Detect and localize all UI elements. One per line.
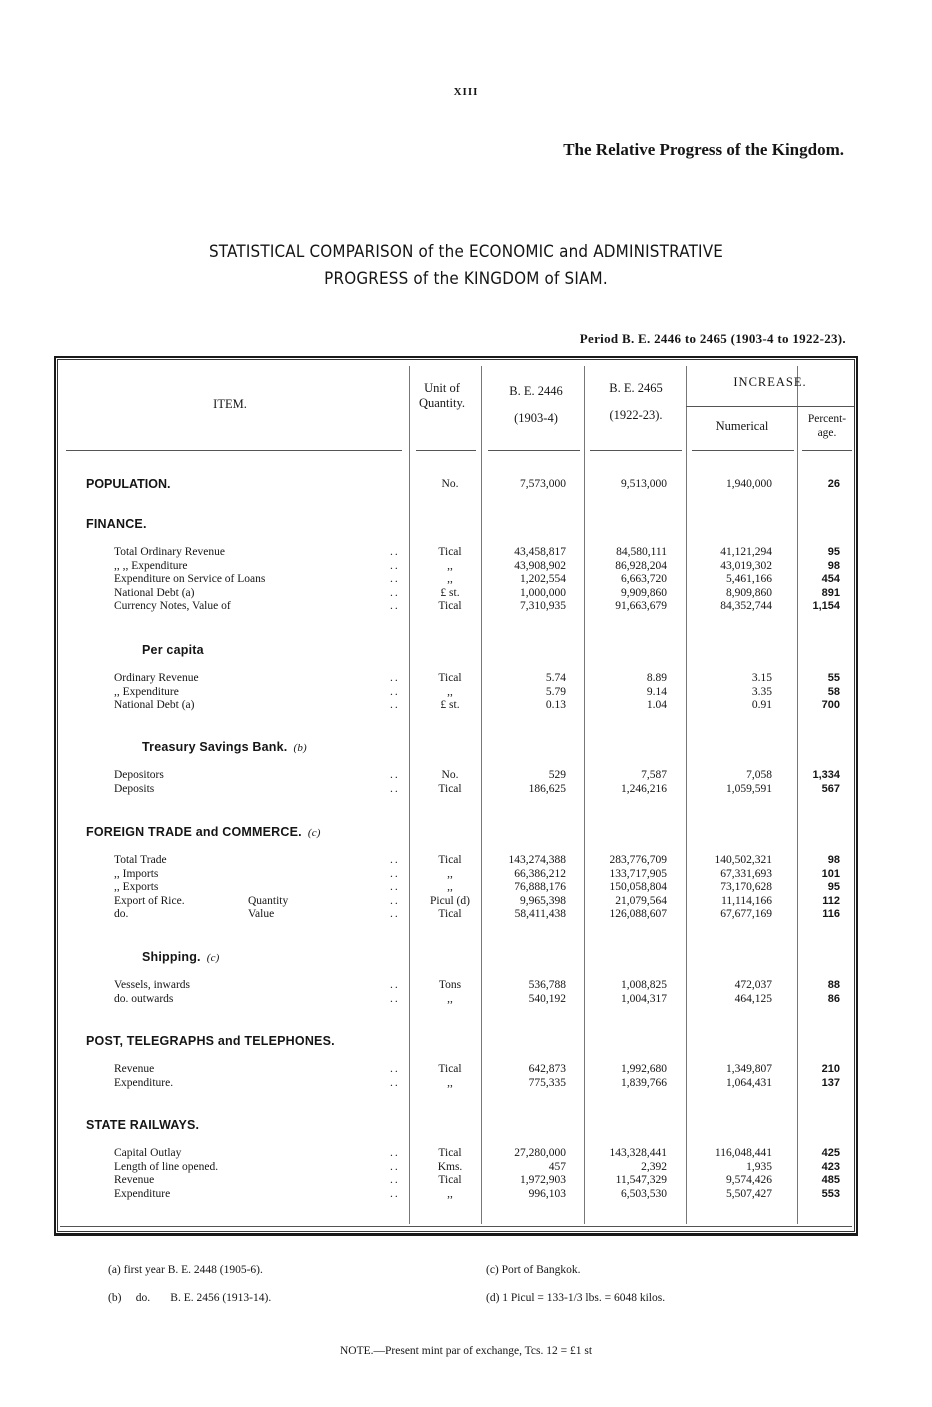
row-increase-percentage: 95: [827, 546, 840, 558]
row-sublabel: Quantity: [248, 894, 289, 907]
row-be2465: 86,928,204: [615, 559, 667, 572]
row-sublabel: Value: [248, 908, 275, 921]
row-increase-numerical: 464,125: [734, 992, 772, 1005]
row-be2465: 8.89: [646, 672, 667, 684]
table-row: [0, 1063, 932, 1077]
row-unit: £ st.: [440, 586, 460, 599]
row-be2446: 1,202,554: [520, 573, 566, 586]
row-unit: ,,: [447, 1076, 453, 1089]
row-increase-percentage: 210: [821, 1063, 840, 1075]
leader-dots: ..: [390, 881, 400, 894]
row-increase-numerical: 84,352,744: [720, 600, 772, 613]
header-be2446-year: (1903-4): [514, 411, 558, 425]
row-unit: ,,: [447, 992, 453, 1005]
shipping-note: (c): [206, 952, 220, 964]
section-shipping: [142, 950, 220, 964]
numerical-header-rule: [692, 450, 794, 451]
section-trade: [86, 825, 321, 839]
row-be2446: 996,103: [528, 1187, 566, 1200]
row-be2446: 457: [548, 1160, 566, 1173]
row-increase-numerical: 1,349,807: [726, 1063, 772, 1075]
row-be2465: 9,909,860: [621, 586, 667, 599]
leader-dots: ..: [390, 782, 400, 795]
row-increase-numerical: 9,574,426: [726, 1174, 772, 1187]
row-label: do.: [114, 908, 129, 921]
row-be2465: 2,392: [641, 1160, 667, 1173]
table-row: [0, 573, 932, 587]
row-unit: Tical: [438, 1063, 462, 1075]
row-increase-percentage: 485: [821, 1174, 840, 1187]
row-label: do. outwards: [114, 992, 174, 1005]
title-line-1: STATISTICAL COMPARISON of the ECONOMIC and ADMINISTRATIVE: [208, 242, 724, 261]
row-label: Vessels, inwards: [114, 979, 191, 991]
row-be2446: 5.79: [545, 685, 566, 698]
row-increase-numerical: 1,059,591: [726, 782, 772, 795]
row-unit: Kms.: [437, 1160, 463, 1173]
table-row: [0, 1188, 932, 1202]
row-be2446: 58,411,438: [514, 908, 566, 921]
row-be2465: 1,992,680: [621, 1063, 667, 1075]
table-row: [0, 769, 932, 783]
header-be2446: [486, 384, 586, 426]
section-savings: [142, 740, 307, 754]
increase-header-rule: [686, 406, 854, 407]
row-increase-percentage: 112: [822, 894, 840, 907]
row-unit: ,,: [447, 867, 453, 880]
row-label: ,, Exports: [114, 881, 159, 894]
row-be2446: 143,274,388: [508, 854, 566, 866]
row-be2465: 1,246,216: [621, 782, 667, 795]
row-unit: Picul (d): [430, 894, 470, 907]
b2465-header-rule: [590, 450, 682, 451]
row-be2465: 283,776,709: [609, 854, 667, 866]
table-row: [0, 783, 932, 797]
population-increase: 1,940,000: [726, 478, 772, 490]
header-unit: Unit of Quantity.: [418, 381, 466, 410]
leader-dots: ..: [390, 672, 400, 684]
row-increase-percentage: 1,334: [812, 769, 840, 781]
section-railways: STATE RAILWAYS.: [86, 1118, 200, 1132]
row-label: ,, Imports: [114, 867, 159, 880]
row-be2446: 186,625: [528, 782, 566, 795]
row-be2446: 7,310,935: [520, 600, 566, 613]
row-label: Expenditure: [114, 1187, 171, 1200]
population-be2465: 9,513,000: [621, 478, 667, 490]
row-increase-percentage: 98: [827, 559, 840, 572]
table-row: [0, 881, 932, 895]
header-percentage: Percent-age.: [807, 413, 847, 439]
row-unit: Tical: [438, 782, 462, 795]
row-be2446: 540,192: [528, 992, 566, 1005]
leader-dots: ..: [390, 854, 400, 866]
row-label: Expenditure.: [114, 1076, 174, 1089]
row-label: Deposits: [114, 782, 155, 795]
row-label: Length of line opened.: [114, 1160, 219, 1173]
row-unit: No.: [441, 769, 459, 781]
table-row: [0, 868, 932, 882]
leader-dots: ..: [390, 600, 400, 613]
leader-dots: ..: [390, 586, 400, 599]
row-increase-percentage: 98: [827, 854, 840, 866]
row-be2465: 1,839,766: [621, 1076, 667, 1089]
row-unit: Tical: [438, 854, 462, 866]
table-row: [0, 587, 932, 601]
row-label: Currency Notes, Value of: [114, 600, 231, 613]
b2446-header-rule: [488, 450, 580, 451]
header-increase: INCREASE.: [733, 375, 807, 389]
row-label: National Debt (a): [114, 586, 195, 599]
footnote-d: (d) 1 Picul = 133-1/3 lbs. = 6048 kilos.: [486, 1292, 666, 1304]
section-per-capita: Per capita: [142, 643, 204, 657]
row-be2465: 126,088,607: [609, 908, 667, 921]
section-finance: FINANCE.: [86, 517, 147, 531]
exchange-note: NOTE.—Present mint par of exchange, Tcs. 12 = £1 st: [339, 1345, 593, 1357]
savings-note: (b): [293, 742, 307, 754]
title-line-2: PROGRESS of the KINGDOM of SIAM.: [324, 269, 608, 288]
savings-title: Treasury Savings Bank.: [142, 740, 288, 754]
leader-dots: ..: [390, 699, 400, 712]
row-increase-numerical: 5,507,427: [726, 1187, 772, 1200]
row-be2465: 1.04: [646, 699, 667, 712]
row-be2446: 775,335: [528, 1076, 566, 1089]
row-label: Capital Outlay: [114, 1147, 182, 1159]
row-be2446: 5.74: [545, 672, 566, 684]
row-increase-percentage: 423: [821, 1160, 840, 1173]
leader-dots: ..: [390, 546, 400, 558]
row-unit: ,,: [447, 1187, 453, 1200]
row-be2465: 6,663,720: [621, 573, 667, 586]
table-row: [0, 672, 932, 686]
row-be2446: 66,386,212: [514, 867, 566, 880]
table-row: [0, 546, 932, 560]
table-row: [0, 979, 932, 993]
row-label: Revenue: [114, 1063, 155, 1075]
row-unit: ,,: [447, 881, 453, 894]
leader-dots: ..: [390, 992, 400, 1005]
row-increase-numerical: 8,909,860: [726, 586, 772, 599]
leader-dots: ..: [390, 1147, 400, 1159]
row-be2465: 133,717,905: [609, 867, 667, 880]
row-label: Total Ordinary Revenue: [114, 546, 225, 558]
row-label: Revenue: [114, 1174, 155, 1187]
percentage-header-rule: [802, 450, 852, 451]
population-percentage: 26: [827, 478, 840, 490]
leader-dots: ..: [390, 908, 400, 921]
header-be2446-label: B. E. 2446: [509, 384, 563, 398]
leader-dots: ..: [390, 1187, 400, 1200]
row-increase-numerical: 7,058: [746, 769, 772, 781]
row-increase-numerical: 472,037: [734, 979, 772, 991]
row-label: Export of Rice.: [114, 894, 185, 907]
row-increase-percentage: 553: [821, 1187, 840, 1200]
row-be2465: 91,663,679: [615, 600, 667, 613]
leader-dots: ..: [390, 769, 400, 781]
row-be2465: 1,008,825: [621, 979, 667, 991]
leader-dots: ..: [390, 979, 400, 991]
row-unit: Tical: [438, 546, 462, 558]
footnote-a: (a) first year B. E. 2448 (1905-6).: [108, 1264, 263, 1276]
table-row: [0, 854, 932, 868]
row-be2446: 642,873: [528, 1063, 566, 1075]
row-unit: Tical: [438, 908, 462, 921]
leader-dots: ..: [390, 559, 400, 572]
row-unit: £ st.: [440, 699, 460, 712]
row-be2446: 43,458,817: [514, 546, 566, 558]
row-increase-numerical: 67,677,169: [720, 908, 772, 921]
document-title: [37, 238, 894, 292]
leader-dots: ..: [390, 1063, 400, 1075]
header-item: ITEM.: [213, 397, 247, 411]
row-be2446: 529: [548, 769, 566, 781]
table-row: [0, 686, 932, 700]
row-be2446: 0.13: [545, 699, 566, 712]
row-be2465: 11,547,329: [615, 1174, 667, 1187]
row-be2446: 9,965,398: [520, 894, 566, 907]
row-be2465: 1,004,317: [621, 992, 667, 1005]
trade-note: (c): [307, 827, 321, 839]
row-label: Total Trade: [114, 854, 167, 866]
row-be2465: 143,328,441: [609, 1147, 667, 1159]
header-numerical: Numerical: [715, 419, 769, 433]
row-increase-percentage: 454: [821, 573, 840, 586]
page-number: XIII: [453, 86, 479, 98]
table-row: [0, 1161, 932, 1175]
row-increase-numerical: 1,935: [746, 1160, 772, 1173]
row-increase-numerical: 116,048,441: [714, 1147, 772, 1159]
leader-dots: ..: [390, 1160, 400, 1173]
row-increase-percentage: 55: [827, 672, 840, 684]
table-row: [0, 1147, 932, 1161]
row-label: ,, ,, Expenditure: [114, 559, 188, 572]
row-increase-numerical: 41,121,294: [720, 546, 772, 558]
unit-header-rule: [416, 450, 476, 451]
leader-dots: ..: [390, 1076, 400, 1089]
row-unit: Tical: [438, 672, 462, 684]
row-be2446: 27,280,000: [514, 1147, 566, 1159]
row-increase-percentage: 95: [827, 881, 840, 894]
row-be2465: 84,580,111: [616, 546, 667, 558]
row-unit: ,,: [447, 559, 453, 572]
table-row: [0, 560, 932, 574]
row-increase-percentage: 86: [827, 992, 840, 1005]
leader-dots: ..: [390, 867, 400, 880]
period-caption: Period B. E. 2446 to 2465 (1903-4 to 1922-23).: [579, 331, 846, 346]
row-be2465: 7,587: [641, 769, 667, 781]
row-increase-numerical: 140,502,321: [714, 854, 772, 866]
row-increase-numerical: 73,170,628: [720, 881, 772, 894]
table-row: [0, 993, 932, 1007]
population-be2446: 7,573,000: [520, 478, 566, 490]
row-increase-numerical: 43,019,302: [720, 559, 772, 572]
row-increase-percentage: 116: [822, 908, 840, 921]
row-unit: ,,: [447, 685, 453, 698]
row-be2465: 9.14: [646, 685, 667, 698]
row-be2465: 21,079,564: [615, 894, 667, 907]
table-row: [0, 1174, 932, 1188]
table-bottom-rule: [60, 1226, 852, 1227]
header-be2465-year: (1922-23).: [609, 408, 663, 422]
row-unit: Tical: [438, 1147, 462, 1159]
row-increase-numerical: 3.15: [751, 672, 772, 684]
header-be2465-label: B. E. 2465: [609, 381, 663, 395]
row-be2465: 6,503,530: [621, 1187, 667, 1200]
population-unit: No.: [441, 478, 459, 490]
row-increase-percentage: 137: [821, 1076, 840, 1089]
leader-dots: ..: [390, 894, 400, 907]
section-post: POST, TELEGRAPHS and TELEPHONES.: [86, 1034, 335, 1048]
footnote-b: (b) do. B. E. 2456 (1913-14).: [108, 1292, 272, 1304]
leader-dots: ..: [390, 1174, 400, 1187]
row-label: ,, Expenditure: [114, 685, 179, 698]
item-header-rule: [66, 450, 402, 451]
row-increase-percentage: 425: [821, 1147, 840, 1159]
row-be2446: 536,788: [528, 979, 566, 991]
leader-dots: ..: [390, 573, 400, 586]
leader-dots: ..: [390, 685, 400, 698]
row-increase-percentage: 1,154: [812, 600, 840, 613]
row-increase-numerical: 3.35: [751, 685, 772, 698]
footnote-c: (c) Port of Bangkok.: [486, 1264, 581, 1276]
row-increase-numerical: 11,114,166: [721, 894, 772, 907]
row-increase-percentage: 101: [821, 867, 840, 880]
table-row: [0, 600, 932, 614]
page-heading: The Relative Progress of the Kingdom.: [563, 140, 844, 159]
trade-title: FOREIGN TRADE and COMMERCE.: [86, 825, 302, 839]
row-unit: Tical: [438, 1174, 462, 1187]
row-be2446: 1,972,903: [520, 1174, 566, 1187]
row-unit: Tical: [438, 600, 462, 613]
row-increase-percentage: 700: [821, 699, 840, 712]
row-increase-percentage: 891: [821, 586, 840, 599]
row-increase-percentage: 88: [827, 979, 840, 991]
row-be2446: 1,000,000: [520, 586, 566, 599]
population-row: [0, 478, 932, 492]
row-increase-percentage: 567: [821, 782, 840, 795]
table-row: [0, 908, 932, 922]
row-increase-numerical: 0.91: [751, 699, 772, 712]
table-row: [0, 699, 932, 713]
row-label: National Debt (a): [114, 699, 195, 712]
row-be2465: 150,058,804: [609, 881, 667, 894]
row-label: Expenditure on Service of Loans: [114, 573, 266, 586]
row-be2446: 43,908,902: [514, 559, 566, 572]
row-increase-percentage: 58: [827, 685, 840, 698]
row-increase-numerical: 67,331,693: [720, 867, 772, 880]
row-be2446: 76,888,176: [514, 881, 566, 894]
shipping-title: Shipping.: [142, 950, 201, 964]
row-unit: ,,: [447, 573, 453, 586]
row-label: Depositors: [114, 769, 164, 781]
table-row: [0, 1077, 932, 1091]
row-increase-numerical: 1,064,431: [726, 1076, 772, 1089]
row-unit: Tons: [438, 979, 462, 991]
population-label: POPULATION.: [86, 477, 171, 491]
table-row: [0, 895, 932, 909]
header-be2465: [586, 381, 686, 423]
row-increase-numerical: 5,461,166: [726, 573, 772, 586]
row-label: Ordinary Revenue: [114, 672, 199, 684]
